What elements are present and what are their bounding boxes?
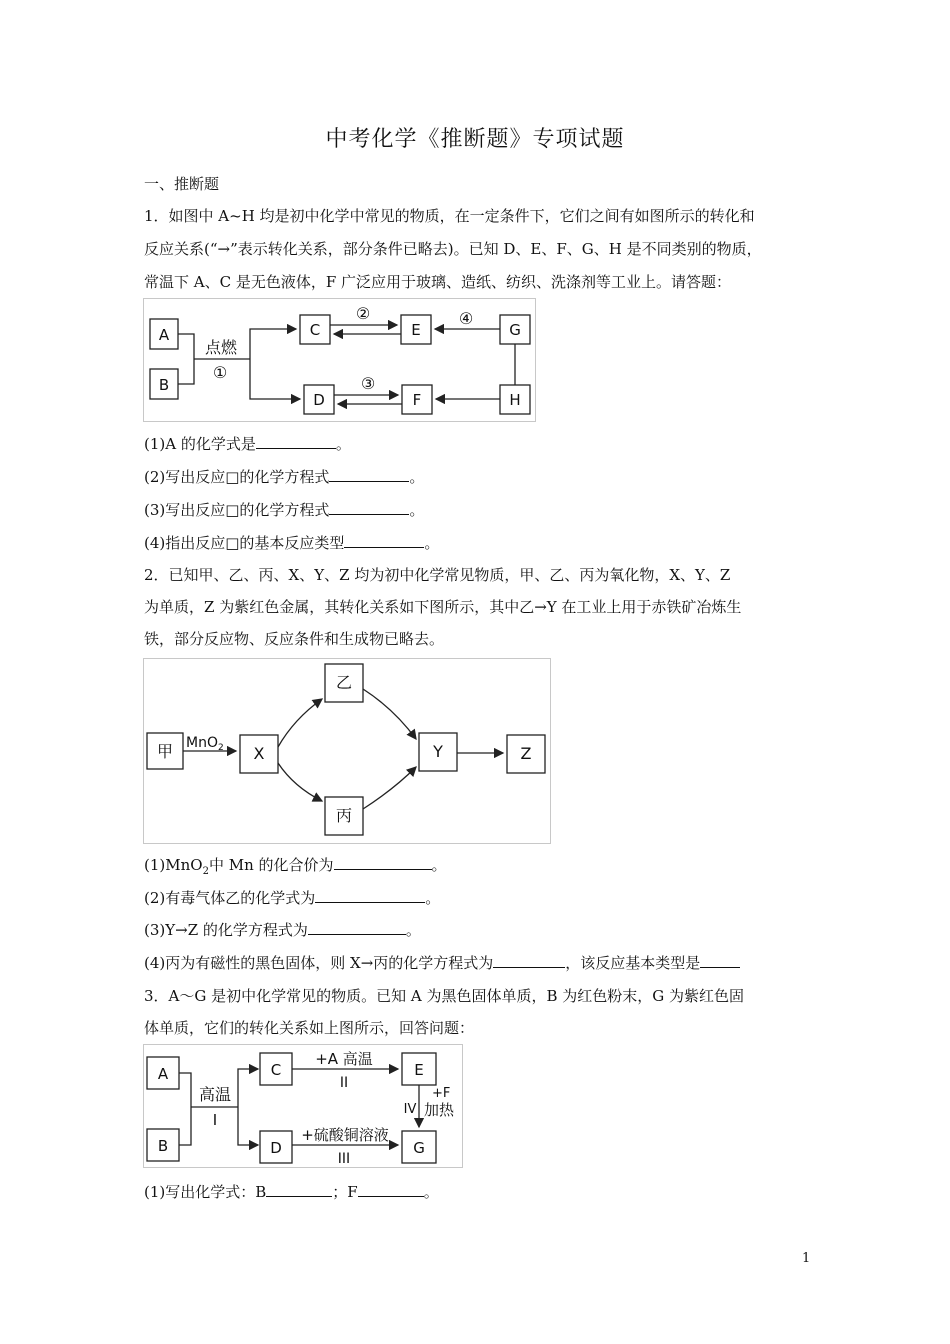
node-bing: 丙	[335, 806, 353, 825]
catalyst-label: MnO$_2$	[186, 735, 224, 753]
cond-gaowen: 高温	[198, 1085, 232, 1104]
node-d: D	[313, 391, 325, 409]
q2-line: 铁，部分反应物、反应条件和生成物已略去。	[144, 630, 445, 648]
q1-line: 反应关系(“→”表示转化关系，部分条件已略去)。已知 D、E、F、G、H 是不同类别的物质，	[144, 240, 762, 258]
node-z: Z	[520, 744, 532, 763]
page-number: 1	[802, 1251, 811, 1266]
node-f: F	[412, 391, 422, 409]
node-d3: D	[270, 1139, 282, 1157]
node-y: Y	[433, 742, 443, 761]
q1-sub: (2)写出反应□的化学方程式 。	[144, 468, 425, 486]
node-e: E	[411, 321, 421, 339]
marker-3: ③	[360, 374, 376, 393]
node-e3: E	[414, 1061, 424, 1079]
node-a: A	[158, 326, 170, 344]
section-heading: 一、推断题	[144, 175, 220, 193]
node-jia: 甲	[156, 742, 174, 761]
cond-f: +F	[432, 1086, 451, 1101]
condition-label: 点燃	[204, 338, 238, 357]
roman-1: I	[212, 1111, 218, 1129]
roman-3: III	[337, 1151, 351, 1167]
node-x: X	[253, 744, 265, 763]
node-g: G	[509, 321, 521, 339]
page-title: 中考化学《推断题》专项试题	[325, 127, 625, 152]
cond-heat: 加热	[424, 1101, 455, 1119]
cond-a-gaowen: +A 高温	[315, 1050, 373, 1068]
q1-diagram	[143, 298, 536, 422]
q3-line: 体单质，它们的转化关系如上图所示，回答问题：	[144, 1019, 475, 1037]
roman-4: IV	[403, 1102, 417, 1117]
q2-sub: (2)有毒气体乙的化学式为 。	[144, 889, 441, 907]
q3-line: 3．A～G 是初中化学常见的物质。已知 A 为黑色固体单质，B 为红色粉末，G 为紫红色固	[144, 987, 745, 1005]
q3-sub: (1)写出化学式：B ；F 。	[144, 1183, 439, 1201]
node-a3: A	[157, 1065, 169, 1083]
q1-sub: (1)A 的化学式是 。	[144, 435, 351, 453]
q2-diagram	[143, 658, 551, 844]
q1-line: 常温下 A、C 是无色液体，F 广泛应用于玻璃、造纸、纺织、洗涤剂等工业上。请答题：	[144, 273, 732, 291]
q2-sub: (3)Y→Z 的化学方程式为 。	[144, 921, 421, 939]
node-c3: C	[270, 1061, 282, 1079]
q2-line: 2．已知甲、乙、丙、X、Y、Z 均为初中化学常见物质，甲、乙、丙为氧化物，X、Y、Z	[144, 566, 731, 584]
node-c: C	[309, 321, 321, 339]
q1-sub: (3)写出反应□的化学方程式 。	[144, 501, 425, 519]
node-h: H	[509, 391, 521, 409]
q1-line: 1．如图中 A~H 均是初中化学中常见的物质，在一定条件下，它们之间有如图所示的转化和	[144, 207, 755, 225]
roman-2: II	[339, 1075, 349, 1091]
q2-sub: (4)丙为有磁性的黑色固体，则 X→丙的化学方程式为 ，该反应基本类型是	[144, 952, 740, 973]
node-yi: 乙	[335, 673, 353, 692]
node-g3: G	[413, 1139, 425, 1157]
marker-4: ④	[458, 309, 474, 328]
q2-line: 为单质，Z 为紫红色金属，其转化关系如下图所示，其中乙→Y 在工业上用于赤铁矿冶炼生	[144, 598, 742, 616]
q3-diagram	[143, 1044, 463, 1168]
node-b3: B	[157, 1137, 169, 1155]
marker-1: ①	[212, 363, 228, 382]
cond-cuso4: +硫酸铜溶液	[301, 1126, 389, 1144]
q1-sub: (4)指出反应□的基本反应类型 。	[144, 534, 440, 552]
node-b: B	[158, 376, 170, 394]
marker-2: ②	[355, 304, 371, 323]
q2-sub: (1)MnO$_2$中 Mn 的化合价为 。	[144, 856, 447, 877]
